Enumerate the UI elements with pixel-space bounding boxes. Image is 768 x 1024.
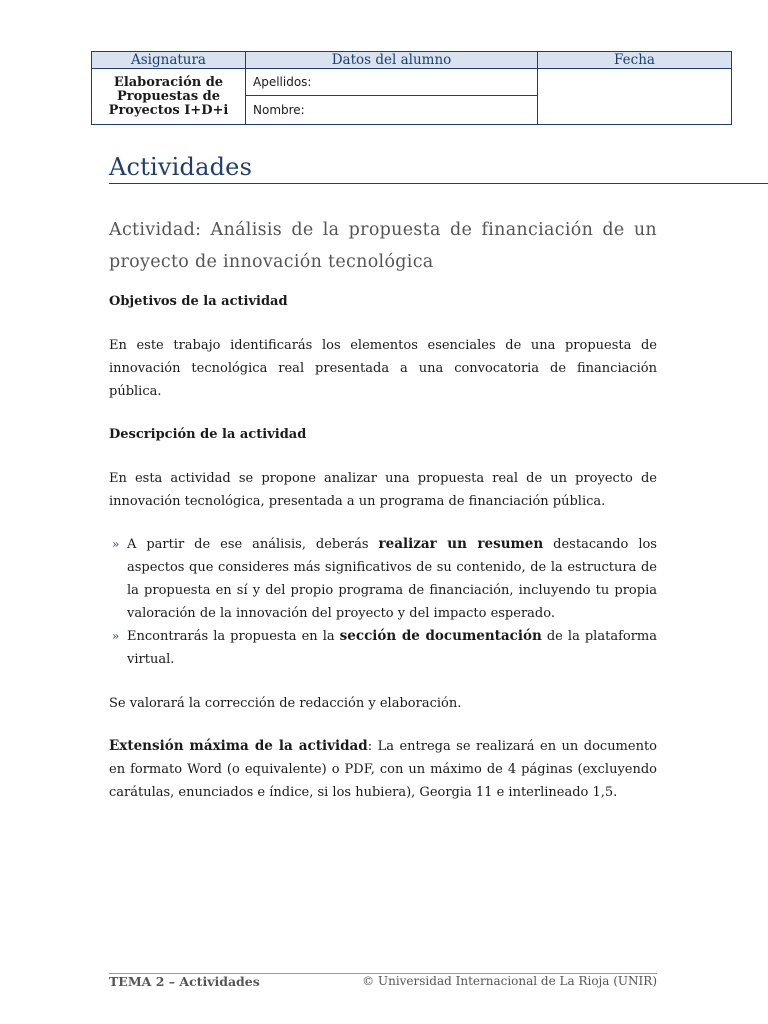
objectives-text: En este trabajo identificarás los elementos esenciales de una propuesta de innovación tecnológica real presentada a una convocatoria de financiación pública.: [109, 338, 657, 399]
document-body: [109, 214, 657, 824]
description-text: En esta actividad se propone analizar una propuesta real de un proyecto de innovación tecnológica, presentada a un programa de financiación pública.: [109, 471, 657, 509]
bullet-documentation: [109, 625, 657, 671]
description-bullets: [109, 533, 657, 671]
bullet1-text-pre: A partir de ese análisis, deberás: [127, 537, 379, 552]
bullet-marker: »: [112, 537, 120, 551]
section-divider: [109, 183, 768, 184]
bullet2-bold: sección de documentación: [339, 628, 542, 644]
subject-line-1: Elaboración de: [113, 74, 224, 90]
bullet2-text-pre: Encontrarás la propuesta en la: [127, 629, 340, 644]
header-date: Fecha: [538, 52, 732, 69]
bullet2-text-post: de la plataforma virtual.: [127, 629, 657, 667]
bullet1-bold: realizar un resumen: [378, 536, 544, 552]
date-field[interactable]: [538, 69, 732, 125]
extension-paragraph: [109, 735, 657, 804]
footer-topic: TEMA 2 – Actividades: [109, 974, 260, 989]
header-subject: Asignatura: [92, 52, 246, 69]
evaluation-note: Se valorará la corrección de redacción y elaboración.: [109, 696, 462, 711]
bullet1-text-post: destacando los aspectos que consideres más significativos de su contenido, de la estructura de la propuesta en sí y del propio programa de financiación, incluyendo tu propia valoración de la innovación del proyecto y del impacto esperado.: [127, 537, 657, 621]
description-heading: Descripción de la actividad: [109, 427, 307, 442]
bullet-marker: »: [112, 629, 120, 643]
name-field[interactable]: Nombre:: [246, 95, 537, 124]
header-table: [91, 51, 732, 125]
objectives-heading: Objetivos de la actividad: [109, 294, 288, 309]
subject-line-2: Propuestas de: [116, 88, 221, 104]
student-data-cell: [246, 69, 538, 125]
bullet-summary: [109, 533, 657, 625]
extension-text: : La entrega se realizará en un documento en formato Word (o equivalente) o PDF, con un máximo de 4 páginas (excluyendo carátulas, enunciados e índice, si los hubiera), Georgia 11 e interlineado 1,5.: [109, 739, 658, 800]
surname-field[interactable]: Apellidos:: [253, 75, 312, 89]
header-student-data: Datos del alumno: [246, 52, 538, 69]
subject-line-3: Proyectos I+D+i: [108, 102, 229, 118]
subject-name: [92, 69, 246, 125]
extension-bold: Extensión máxima de la actividad: [109, 738, 368, 754]
section-title: Actividades: [109, 153, 253, 181]
activity-title: Actividad: Análisis de la propuesta de financiación de un proyecto de innovación tecnológica: [109, 220, 657, 272]
footer-copyright: © Universidad Internacional de La Rioja (UNIR): [362, 974, 657, 988]
